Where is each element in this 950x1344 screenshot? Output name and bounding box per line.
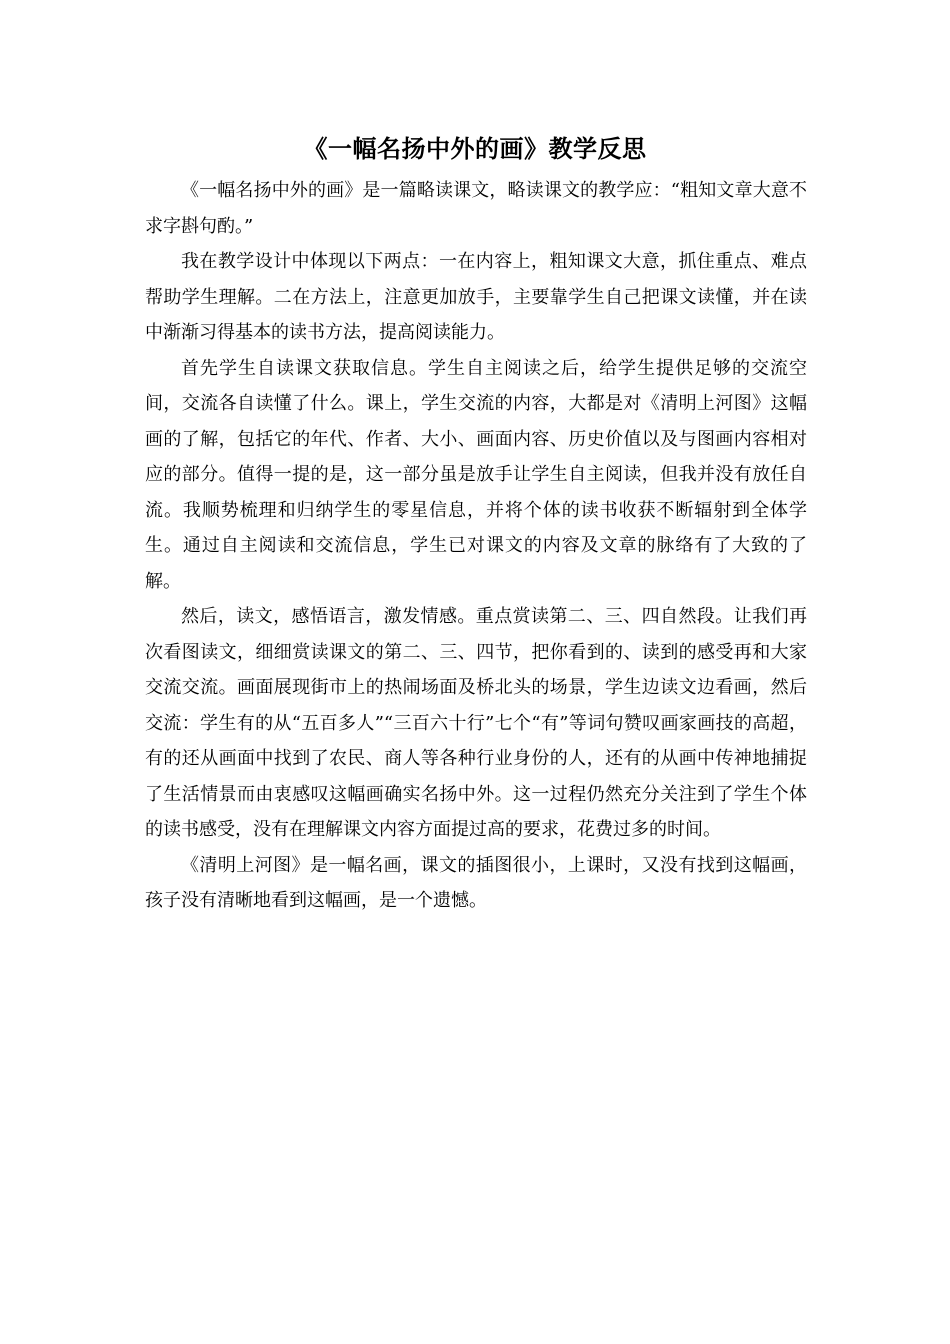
document-title: 《一幅名扬中外的画》教学反思 xyxy=(303,134,647,163)
paragraph-3: 首先学生自读课文获取信息。学生自主阅读之后，给学生提供足够的交流空间，交流各自读懂了什么。课上，学生交流的内容，大都是对《清明上河图》这幅画的了解，包括它的年代、作者、大小、画面内容、历史价值以及与图画内容相对应的部分。值得一提的是，这一部分虽是放手让学生自主阅读，但我并没有放任自流。我顺势梳理和归纳学生的零星信息，并将个体的读书收获不断辐射到全体学生。通过自主阅读和交流信息，学生已对课文的内容及文章的脉络有了大致的了解。 xyxy=(145,357,807,592)
paragraph-4: 然后，读文，感悟语言，激发情感。重点赏读第二、三、四自然段。让我们再次看图读文，细细赏读课文的第二、三、四节，把你看到的、读到的感受再和大家交流交流。画面展现街市上的热闹场面及桥北头的场景，学生边读文边看画，然后交流：学生有的从“五百多人”“三百六十行”七个“有”等词句赞叹画家画技的高超，有的还从画面中找到了农民、商人等各种行业身份的人，还有的从画中传神地捕捉了生活情景而由衷感叹这幅画确实名扬中外。这一过程仍然充分关注到了学生个体的读书感受，没有在理解课文内容方面提过高的要求，花费过多的时间。 xyxy=(145,606,807,840)
document-body xyxy=(145,173,807,919)
paragraph-2: 我在教学设计中体现以下两点：一在内容上，粗知课文大意，抓住重点、难点帮助学生理解。二在方法上，注意更加放手，主要靠学生自己把课文读懂，并在读中渐渐习得基本的读书方法，提高阅读能力。 xyxy=(145,251,807,343)
paragraph-1: 《一幅名扬中外的画》是一篇略读课文，略读课文的教学应：“粗知文章大意不求字斟句酌。” xyxy=(145,180,807,237)
paragraph-5: 《清明上河图》是一幅名画，课文的插图很小，上课时，又没有找到这幅画，孩子没有清晰地看到这幅画，是一个遗憾。 xyxy=(145,854,807,911)
